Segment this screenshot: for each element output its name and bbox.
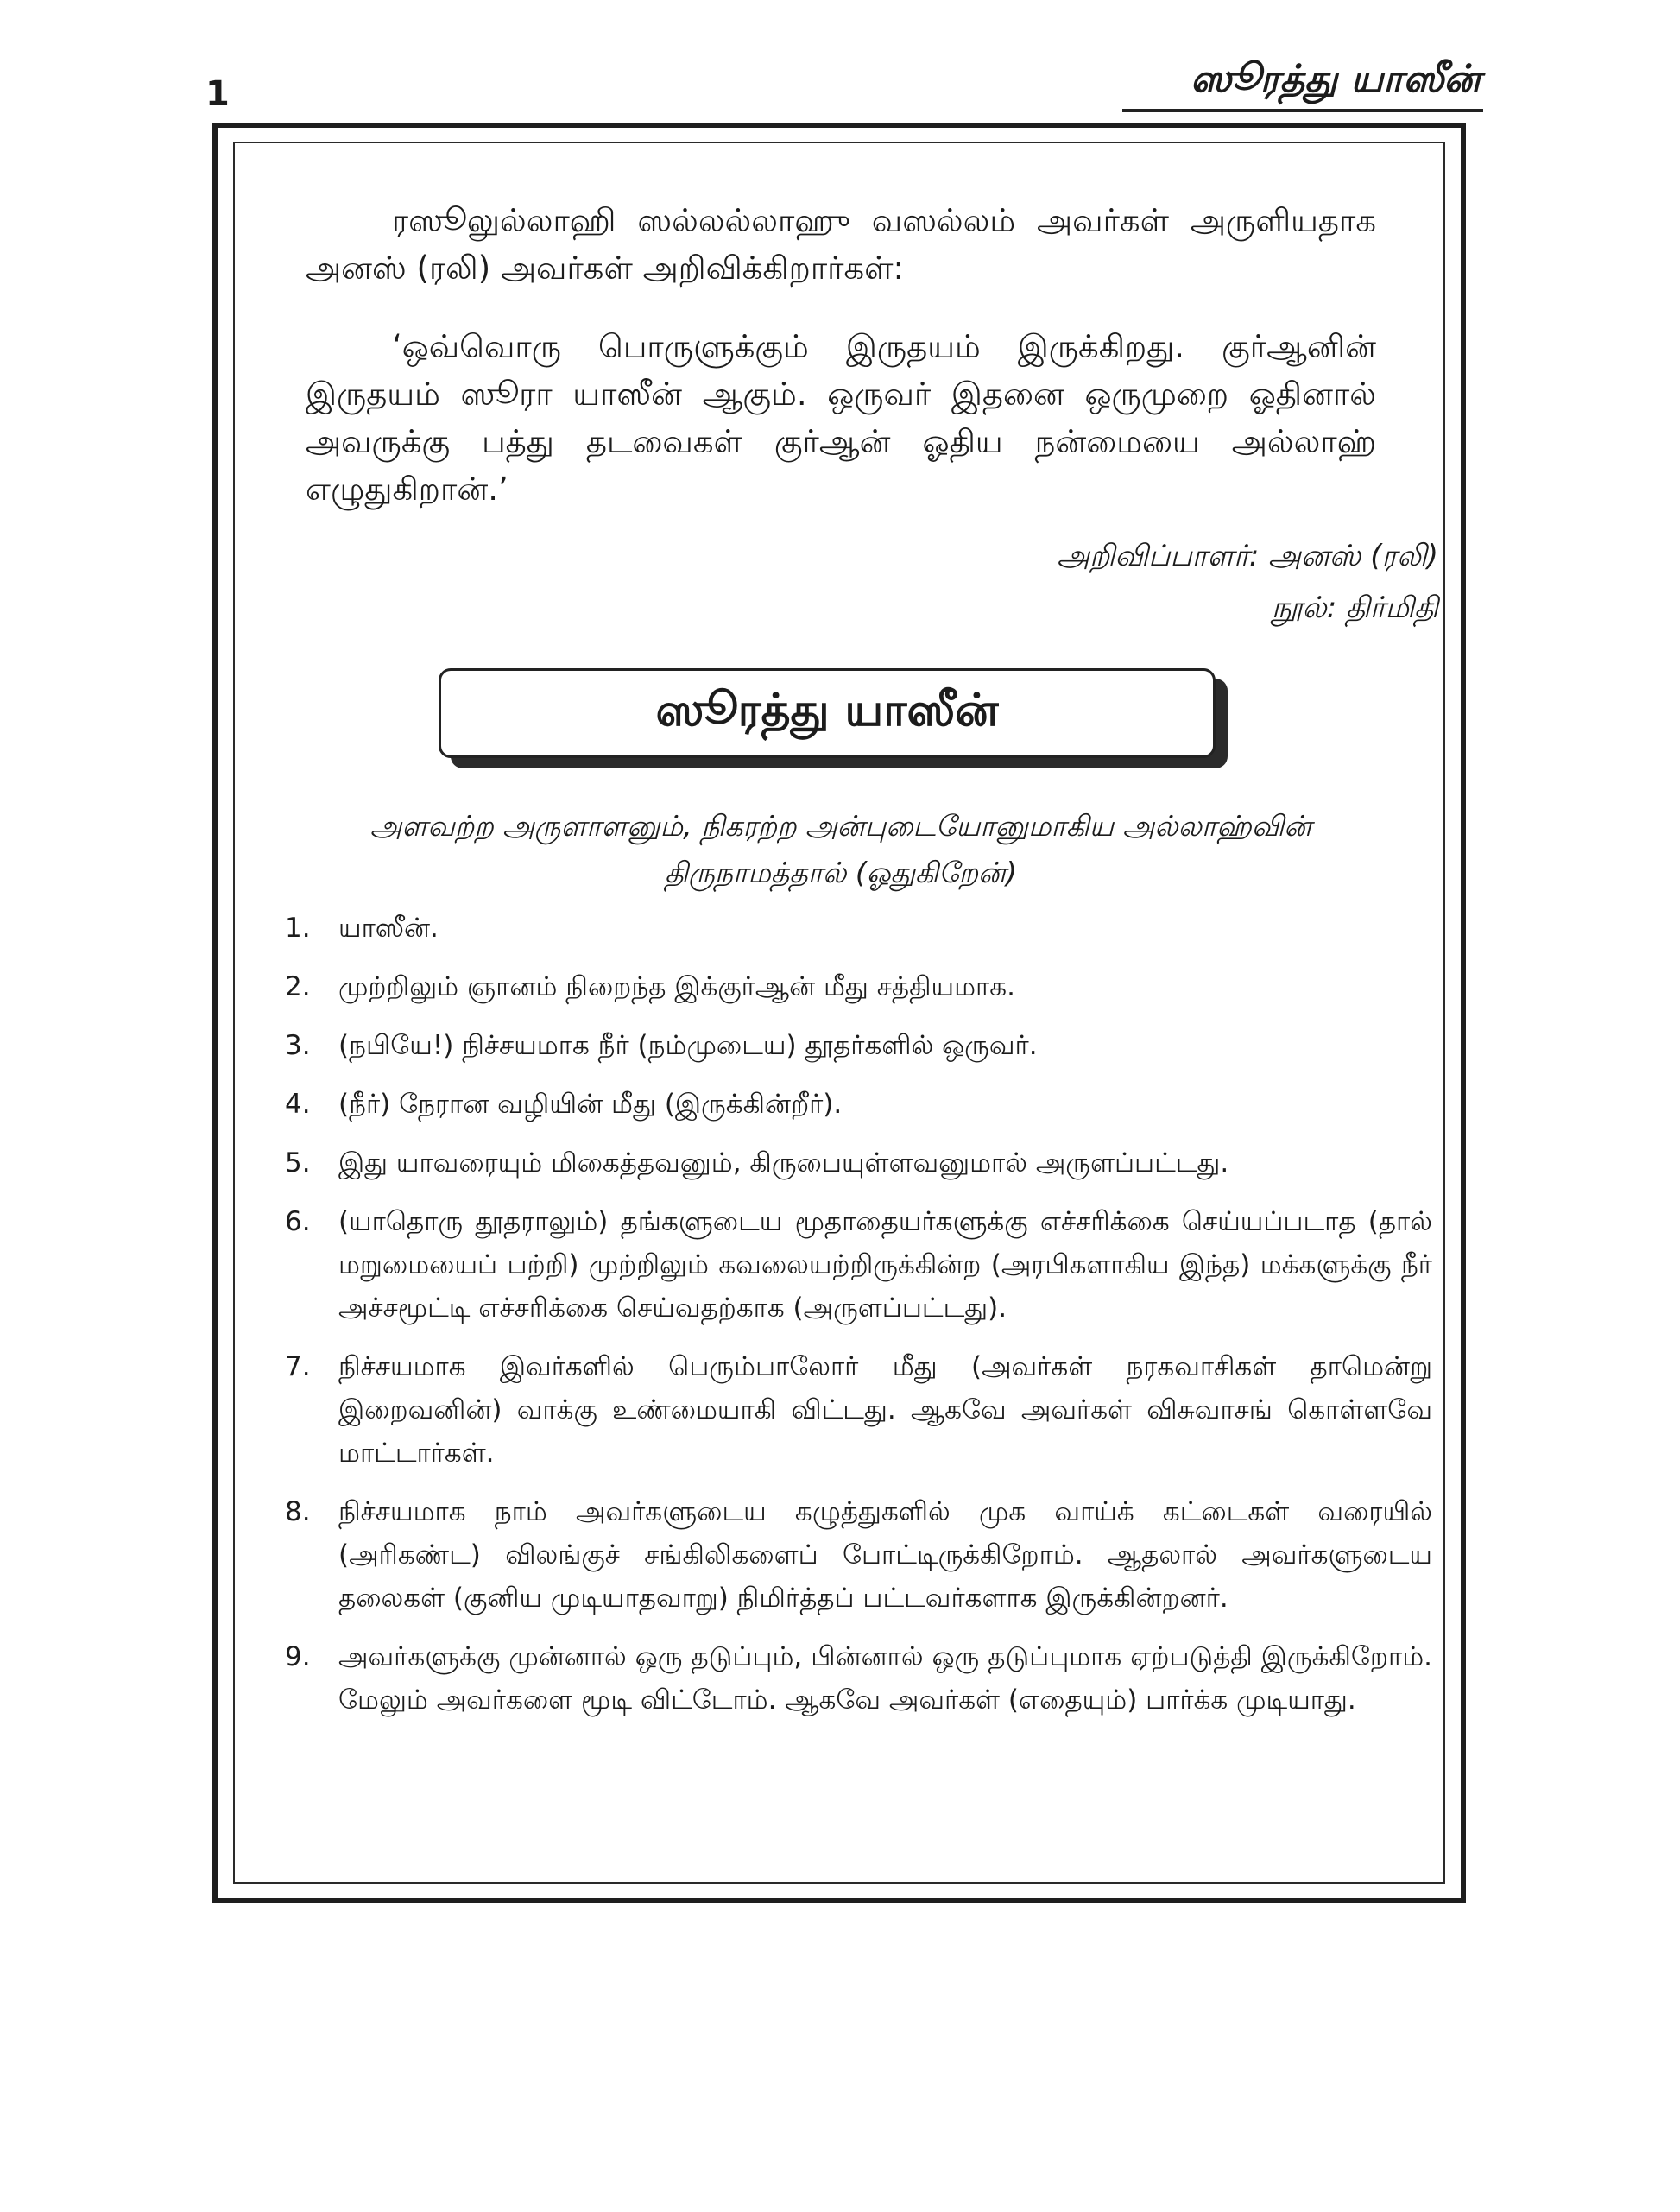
verse-item [285, 907, 1433, 950]
verse-number: 5. [285, 1147, 311, 1179]
narrator-attribution: அறிவிப்பாளர்: அனஸ் (ரலி) [1057, 539, 1438, 573]
verse-number: 7. [285, 1351, 311, 1382]
verse-text: நிச்சயமாக இவர்களில் பெரும்பாலோர் மீது (அவர்கள் நரகவாசிகள் தாமென்று இறைவனின்) வாக்கு உண்மையாகி விட்டது. ஆகவே அவர்கள் விசுவாசங் கொள்ளவே மாட்டார்கள். [338, 1351, 1432, 1469]
verse-text: (நபியே!) நிச்சயமாக நீர் (நம்முடைய) தூதர்களில் ஒருவர். [338, 1030, 1038, 1061]
verse-item [285, 1345, 1433, 1475]
header-rule [1122, 109, 1483, 112]
source-attribution: நூல்: திர்மிதி [1271, 591, 1438, 625]
verse-number: 6. [285, 1206, 311, 1237]
verse-text: (யாதொரு தூதராலும்) தங்களுடைய மூதாதையர்களுக்கு எச்சரிக்கை செய்யப்படாத (தால் மறுமையைப் பற்றி) முற்றிலும் கவலையற்றிருக்கின்ற (அரபிகளாகிய இந்த) மக்களுக்கு நீர் அச்சமூட்டி எச்சரிக்கை செய்வதற்காக (அருளப்பட்டது). [338, 1206, 1432, 1324]
verse-number: 8. [285, 1496, 311, 1527]
verse-text: (நீர்) நேரான வழியின் மீது (இருக்கின்றீர்). [338, 1089, 843, 1120]
verse-item [285, 1083, 1433, 1126]
verse-number: 2. [285, 971, 311, 1002]
verse-item [285, 1024, 1433, 1067]
verse-item [285, 1635, 1433, 1722]
running-head: ஸூரத்து யாஸீன் [1191, 57, 1481, 101]
verse-text: இது யாவரையும் மிகைத்தவனும், கிருபையுள்ளவனுமால் அருளப்பட்டது. [338, 1147, 1229, 1179]
verse-number: 1. [285, 913, 311, 944]
verse-item [285, 1200, 1433, 1330]
verse-number: 3. [285, 1030, 311, 1061]
verse-item [285, 1141, 1433, 1185]
bismillah-line-2: திருநாமத்தால் (ஓதுகிறேன்) [665, 856, 1017, 889]
page-number: 1 [205, 74, 230, 114]
verse-item [285, 1490, 1433, 1620]
intro-paragraph-1: ரஸூலுல்லாஹி ஸல்லல்லாஹு வஸல்லம் அவர்கள் அருளியதாக அனஸ் (ரலி) அவர்கள் அறிவிக்கிறார்கள்: [306, 202, 1376, 287]
chapter-title: ஸூரத்து யாஸீன் [439, 668, 1216, 758]
verse-text: அவர்களுக்கு முன்னால் ஒரு தடுப்பும், பின்னால் ஒரு தடுப்புமாக ஏற்படுத்தி இருக்கிறோம். மேலும் அவர்களை மூடி விட்டோம். ஆகவே அவர்கள் (எதையும்) பார்க்க முடியாது. [338, 1641, 1432, 1716]
verse-item [285, 965, 1433, 1008]
verse-text: நிச்சயமாக நாம் அவர்களுடைய கழுத்துகளில் முக வாய்க் கட்டைகள் வரையில் (அரிகண்ட) விலங்குச் சங்கிலிகளைப் போட்டிருக்கிறோம். ஆதலால் அவர்களுடைய தலைகள் (குனிய முடியாதவாறு) நிமிர்த்தப் பட்டவர்களாக இருக்கின்றனர். [338, 1496, 1432, 1614]
verse-number: 9. [285, 1641, 311, 1672]
verse-text: முற்றிலும் ஞானம் நிறைந்த இக்குர்ஆன் மீது சத்தியமாக. [338, 971, 1015, 1002]
verse-number: 4. [285, 1089, 311, 1120]
verse-list [285, 907, 1433, 1737]
intro-paragraph-2: ‘ஒவ்வொரு பொருளுக்கும் இருதயம் இருக்கிறது. குர்ஆனின் இருதயம் ஸூரா யாஸீன் ஆகும். ஒருவர் இதனை ஒருமுறை ஓதினால் அவருக்கு பத்து தடவைகள் குர்ஆன் ஓதிய நன்மையை அல்லாஹ் எழுதுகிறான்.’ [306, 328, 1376, 508]
bismillah-line-1: அளவற்ற அருளாளனும், நிகரற்ற அன்புடையோனுமாகிய அல்லாஹ்வின் [369, 809, 1312, 843]
bismillah [306, 803, 1376, 896]
verse-text: யாஸீன். [338, 913, 439, 944]
